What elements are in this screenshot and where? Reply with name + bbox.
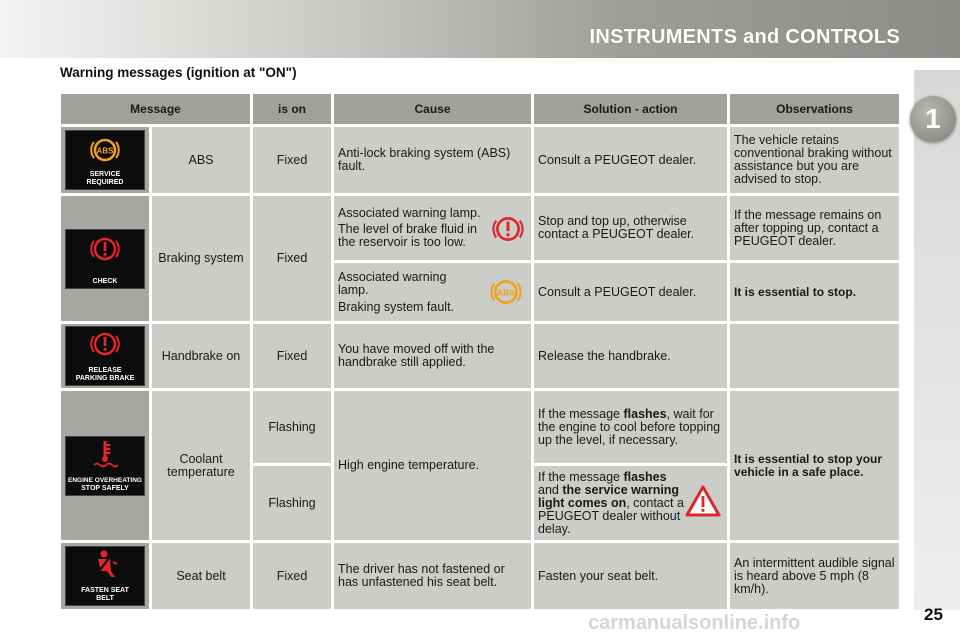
seatbelt-is-on: Fixed (253, 543, 331, 609)
abs-is-on: Fixed (253, 127, 331, 193)
braking-solution-a: Stop and top up, otherwise contact a PEUGEOT dealer. (534, 196, 727, 260)
handbrake-message: Handbrake on (152, 324, 250, 388)
coolant-solution-b: If the message flashes and the service warning light comes on, contact a PEUGEOT dealer without delay. (534, 466, 727, 540)
chapter-tab (914, 70, 960, 610)
abs-icon-cell (61, 127, 149, 193)
chapter-badge[interactable]: 1 (910, 96, 956, 142)
handbrake-is-on: Fixed (253, 324, 331, 388)
braking-cause-a (334, 196, 531, 260)
table-row-braking-a (61, 196, 899, 260)
page-number: 25 (924, 605, 943, 624)
svg-text:ABS: ABS (497, 287, 515, 298)
col-header-message: Message (61, 94, 250, 124)
section-title: Warning messages (ignition at "ON") (60, 65, 297, 80)
watermark: carmanualsonline.info (588, 612, 801, 634)
seat-belt-icon: FASTEN SEAT BELT (65, 546, 145, 606)
warning-table (58, 91, 902, 612)
braking-solution-b: Consult a PEUGEOT dealer. (534, 263, 727, 321)
coolant-is-on-a: Flashing (253, 391, 331, 463)
parking-brake-icon: RELEASE PARKING BRAKE (65, 326, 145, 386)
coolant-observations: It is essential to stop your vehicle in a safe place. (730, 391, 899, 540)
braking-observations-b: It is essential to stop. (730, 263, 899, 321)
braking-observations-a: If the message remains on after topping up, contact a PEUGEOT dealer. (730, 196, 899, 260)
seatbelt-observations: An intermittent audible signal is heard above 5 mph (8 km/h). (730, 543, 899, 609)
engine-overheating-icon: ENGINE OVERHEATING STOP SAFELY (65, 436, 145, 496)
coolant-is-on-b: Flashing (253, 466, 331, 540)
seatbelt-solution: Fasten your seat belt. (534, 543, 727, 609)
abs-message: ABS (152, 127, 250, 193)
page-title: INSTRUMENTS and CONTROLS (589, 26, 900, 48)
abs-solution: Consult a PEUGEOT dealer. (534, 127, 727, 193)
col-header-cause: Cause (334, 94, 531, 124)
braking-icon-cell (61, 196, 149, 321)
coolant-icon-cell (61, 391, 149, 540)
braking-cause-b (334, 263, 531, 321)
brake-check-icon: CHECK (65, 229, 145, 289)
coolant-solution-a: If the message flashes, wait for the engine to cool before topping up the level, if necessary. (534, 391, 727, 463)
col-header-is-on: is on (253, 94, 331, 124)
seatbelt-icon-cell (61, 543, 149, 609)
braking-cause-a-line2: The level of brake fluid in the reservoir is too low. (338, 222, 477, 249)
abs-service-required-icon: ABS SERVICE REQUIRED (65, 130, 145, 190)
seatbelt-message: Seat belt (152, 543, 250, 609)
handbrake-cause: You have moved off with the handbrake still applied. (334, 324, 531, 388)
handbrake-observations (730, 324, 899, 388)
col-header-observations: Observations (730, 94, 899, 124)
table-row-seatbelt (61, 543, 899, 609)
braking-cause-a-line1: Associated warning lamp. (338, 206, 481, 220)
brake-warning-icon (491, 212, 525, 246)
braking-cause-b-line1: Associated warning lamp. (338, 269, 447, 297)
seatbelt-cause: The driver has not fastened or has unfastened his seat belt. (334, 543, 531, 609)
coolant-cause: High engine temperature. (334, 391, 531, 540)
col-header-solution: Solution - action (534, 94, 727, 124)
triangle-exclamation-icon (685, 484, 721, 518)
abs-observations: The vehicle retains conventional braking without assistance but you are advised to stop. (730, 127, 899, 193)
abs-cause: Anti-lock braking system (ABS) fault. (334, 127, 531, 193)
handbrake-solution: Release the handbrake. (534, 324, 727, 388)
coolant-message: Coolant temperature (152, 391, 250, 540)
braking-cause-b-line2: Braking system fault. (338, 299, 455, 314)
table-row-handbrake (61, 324, 899, 388)
handbrake-icon-cell (61, 324, 149, 388)
table-row-abs (61, 127, 899, 193)
table-header-row (61, 94, 899, 124)
svg-text:ABS: ABS (96, 146, 114, 156)
abs-warning-icon (489, 275, 523, 309)
braking-is-on: Fixed (253, 196, 331, 321)
braking-message: Braking system (152, 196, 250, 321)
table-row-coolant-a (61, 391, 899, 463)
